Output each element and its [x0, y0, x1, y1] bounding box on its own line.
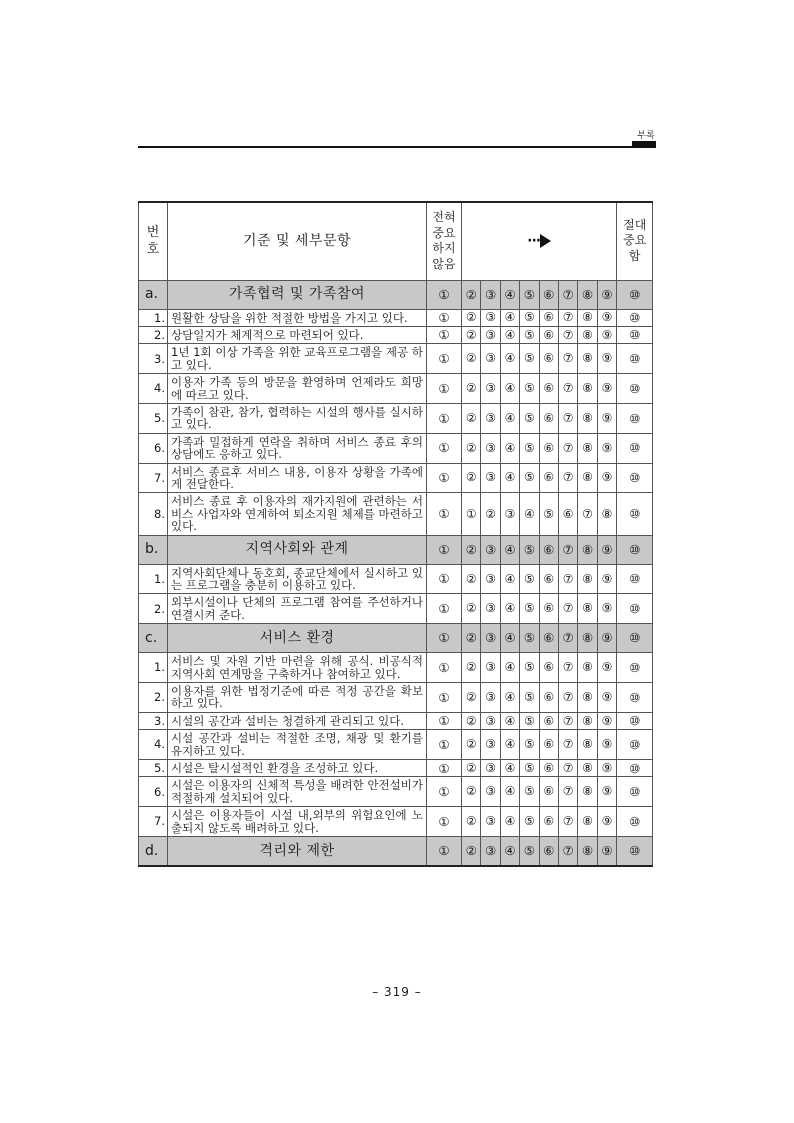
- score-option: ⑨: [597, 463, 616, 493]
- score-option: ⑥: [539, 463, 558, 493]
- section-score: ⑧: [578, 624, 597, 653]
- header-title: 기준 및 세부문항: [168, 202, 427, 280]
- item-text: 시설은 이용자들이 시설 내,외부의 위험요인에 노출되지 않도록 배려하고 있다.: [168, 807, 427, 837]
- section-score: ⑦: [558, 837, 577, 867]
- section-score: ②: [462, 280, 481, 309]
- section-score: ③: [481, 624, 500, 653]
- item-row: [139, 594, 653, 624]
- score-option: ①: [427, 653, 462, 683]
- score-option: ⑦: [558, 760, 577, 777]
- header-row: [139, 202, 653, 280]
- section-score: ⑨: [597, 280, 616, 309]
- score-option: ②: [462, 344, 481, 374]
- score-option: ⑤: [520, 433, 539, 463]
- score-option: ②: [462, 463, 481, 493]
- section-score: ⑥: [539, 624, 558, 653]
- score-option: ③: [500, 493, 519, 535]
- score-option: ⑩: [617, 344, 653, 374]
- score-option: ⑩: [617, 326, 653, 343]
- item-row: [139, 463, 653, 493]
- score-option: ⑥: [539, 309, 558, 326]
- item-text: 이용자 가족 등의 방문을 환영하며 언제라도 희망에 따르고 있다.: [168, 374, 427, 404]
- score-option: ④: [500, 594, 519, 624]
- score-option: ⑥: [539, 326, 558, 343]
- score-option: ③: [481, 326, 500, 343]
- score-option: ③: [481, 564, 500, 594]
- score-option: ①: [427, 463, 462, 493]
- item-number: 2.: [139, 683, 168, 713]
- score-option: ②: [462, 309, 481, 326]
- item-text: 서비스 및 자원 기반 마련을 위해 공식. 비공식적 지역사회 연계망을 구축하거나 참여하고 있다.: [168, 653, 427, 683]
- score-option: ⑧: [578, 309, 597, 326]
- header-low-text: 전혀중요하지않음: [432, 210, 456, 271]
- section-score: ①: [427, 624, 462, 653]
- score-option: ⑨: [597, 807, 616, 837]
- section-score: ③: [481, 280, 500, 309]
- item-row: [139, 403, 653, 433]
- score-option: ②: [462, 374, 481, 404]
- score-option: ⑤: [520, 712, 539, 729]
- score-option: ③: [481, 760, 500, 777]
- score-option: ④: [500, 730, 519, 760]
- score-option: ⑨: [597, 564, 616, 594]
- section-title: 격리와 제한: [168, 837, 427, 867]
- score-option: ⑧: [578, 712, 597, 729]
- score-option: ⑨: [597, 344, 616, 374]
- item-number: 6.: [139, 433, 168, 463]
- score-option: ③: [481, 653, 500, 683]
- section-score: ⑥: [539, 837, 558, 867]
- score-option: ⑩: [617, 777, 653, 807]
- section-row: [139, 624, 653, 653]
- item-text: 서비스 종료후 서비스 내용, 이용자 상황을 가족에게 전달한다.: [168, 463, 427, 493]
- score-option: ④: [500, 433, 519, 463]
- score-option: ⑦: [558, 730, 577, 760]
- item-number: 7.: [139, 463, 168, 493]
- header-high-text: 절대중요함: [623, 217, 647, 264]
- score-option: ⑩: [617, 309, 653, 326]
- section-score: ⑨: [597, 837, 616, 867]
- score-option: ③: [481, 807, 500, 837]
- score-option: ⑥: [539, 730, 558, 760]
- score-option: ⑤: [520, 594, 539, 624]
- score-option: ⑦: [558, 403, 577, 433]
- item-row: [139, 309, 653, 326]
- item-row: [139, 777, 653, 807]
- score-option: ②: [462, 712, 481, 729]
- score-option: ⑤: [520, 403, 539, 433]
- item-text: 지역사회단체나 동호회, 종교단체에서 실시하고 있는 프로그램을 충분히 이용하고 있다.: [168, 564, 427, 594]
- score-option: ③: [481, 777, 500, 807]
- score-option: ⑥: [558, 493, 577, 535]
- item-number: 5.: [139, 760, 168, 777]
- score-option: ⑦: [558, 433, 577, 463]
- item-row: [139, 493, 653, 535]
- score-option: ④: [500, 326, 519, 343]
- section-score: ⑦: [558, 535, 577, 564]
- score-option: ①: [427, 807, 462, 837]
- score-option: ①: [427, 344, 462, 374]
- score-option: ①: [427, 403, 462, 433]
- item-row: [139, 653, 653, 683]
- score-option: ⑧: [578, 777, 597, 807]
- item-number: 6.: [139, 777, 168, 807]
- score-option: ①: [427, 777, 462, 807]
- score-option: ①: [427, 683, 462, 713]
- score-option: ⑧: [578, 594, 597, 624]
- score-option: ①: [427, 564, 462, 594]
- item-row: [139, 344, 653, 374]
- score-option: ⑤: [520, 683, 539, 713]
- score-option: ⑧: [578, 564, 597, 594]
- score-option: ⑥: [539, 712, 558, 729]
- score-option: ①: [427, 712, 462, 729]
- score-option: ⑥: [539, 807, 558, 837]
- score-option: ⑦: [558, 683, 577, 713]
- item-number: 2.: [139, 594, 168, 624]
- item-number: 8.: [139, 493, 168, 535]
- item-text: 외부시설이나 단체의 프로그램 참여를 주선하거나 연결시켜 준다.: [168, 594, 427, 624]
- score-option: ②: [462, 403, 481, 433]
- score-option: ⑨: [597, 712, 616, 729]
- score-option: ⑦: [558, 777, 577, 807]
- item-text: 상담일지가 체계적으로 마련되어 있다.: [168, 326, 427, 343]
- section-score: ④: [500, 624, 519, 653]
- page-number: – 319 –: [372, 985, 422, 999]
- score-option: ⑤: [520, 777, 539, 807]
- section-letter: a.: [139, 280, 168, 309]
- score-option: ⑩: [617, 683, 653, 713]
- score-option: ⑩: [617, 433, 653, 463]
- score-option: ④: [500, 309, 519, 326]
- score-option: ⑧: [578, 433, 597, 463]
- score-option: ⑩: [617, 807, 653, 837]
- section-score: ⑧: [578, 535, 597, 564]
- score-option: ⑦: [558, 807, 577, 837]
- score-option: ②: [462, 653, 481, 683]
- header-high: [617, 202, 653, 280]
- evaluation-table: [138, 201, 653, 867]
- section-score: ⑩: [617, 280, 653, 309]
- section-score: ⑥: [539, 535, 558, 564]
- score-option: ⑧: [597, 493, 616, 535]
- item-number: 1.: [139, 309, 168, 326]
- score-option: ⑧: [578, 653, 597, 683]
- score-option: ③: [481, 730, 500, 760]
- section-score: ⑩: [617, 837, 653, 867]
- score-option: ⑥: [539, 683, 558, 713]
- right-arrow-icon: ···: [527, 234, 551, 249]
- score-option: ②: [462, 564, 481, 594]
- score-option: ⑦: [558, 712, 577, 729]
- score-option: ⑧: [578, 760, 597, 777]
- section-row: [139, 280, 653, 309]
- section-score: ①: [427, 837, 462, 867]
- score-option: ⑥: [539, 403, 558, 433]
- score-option: ③: [481, 374, 500, 404]
- score-option: ⑨: [597, 760, 616, 777]
- score-option: ⑤: [520, 564, 539, 594]
- item-row: [139, 564, 653, 594]
- score-option: ②: [481, 493, 500, 535]
- header-num-text: 번호: [146, 224, 160, 258]
- section-row: [139, 837, 653, 867]
- score-option: ⑩: [617, 594, 653, 624]
- item-number: 3.: [139, 344, 168, 374]
- item-number: 1.: [139, 653, 168, 683]
- section-score: ④: [500, 280, 519, 309]
- score-option: ⑩: [617, 403, 653, 433]
- score-option: ⑨: [597, 309, 616, 326]
- score-option: ⑤: [520, 730, 539, 760]
- score-option: ②: [462, 777, 481, 807]
- score-option: ⑨: [597, 594, 616, 624]
- section-score: ⑤: [520, 280, 539, 309]
- score-option: ⑦: [558, 463, 577, 493]
- section-score: ⑩: [617, 535, 653, 564]
- score-option: ⑥: [539, 653, 558, 683]
- score-option: ⑤: [520, 309, 539, 326]
- score-option: ①: [427, 433, 462, 463]
- score-option: ①: [427, 326, 462, 343]
- score-option: ②: [462, 594, 481, 624]
- score-option: ⑤: [520, 374, 539, 404]
- section-letter: b.: [139, 535, 168, 564]
- item-row: [139, 712, 653, 729]
- score-option: ②: [462, 326, 481, 343]
- section-title: 지역사회와 관계: [168, 535, 427, 564]
- item-text: 가족이 참관, 참가, 협력하는 시설의 행사를 실시하고 있다.: [168, 403, 427, 433]
- score-option: ③: [481, 433, 500, 463]
- item-row: [139, 433, 653, 463]
- item-text: 시설 공간과 설비는 적절한 조명, 채광 및 환기를 유지하고 있다.: [168, 730, 427, 760]
- score-option: ④: [500, 344, 519, 374]
- section-score: ⑧: [578, 837, 597, 867]
- score-option: ②: [462, 730, 481, 760]
- item-number: 7.: [139, 807, 168, 837]
- score-option: ⑦: [558, 374, 577, 404]
- section-row: [139, 535, 653, 564]
- section-score: ⑤: [520, 837, 539, 867]
- item-row: [139, 326, 653, 343]
- score-option: ④: [520, 493, 539, 535]
- score-option: ⑥: [539, 374, 558, 404]
- score-option: ⑨: [597, 653, 616, 683]
- table-body: [139, 202, 653, 866]
- item-number: 3.: [139, 712, 168, 729]
- item-number: 5.: [139, 403, 168, 433]
- section-letter: d.: [139, 837, 168, 867]
- score-option: ③: [481, 403, 500, 433]
- score-option: ③: [481, 344, 500, 374]
- score-option: ②: [462, 683, 481, 713]
- item-row: [139, 760, 653, 777]
- score-option: ⑩: [617, 712, 653, 729]
- section-score: ①: [427, 535, 462, 564]
- item-text: 시설은 이용자의 신체적 특성을 배려한 안전설비가 적절하게 설치되어 있다.: [168, 777, 427, 807]
- item-text: 1년 1회 이상 가족을 위한 교육프로그램을 제공 하고 있다.: [168, 344, 427, 374]
- header-rule: [138, 146, 656, 148]
- score-option: ②: [462, 760, 481, 777]
- score-option: ⑩: [617, 374, 653, 404]
- item-number: 2.: [139, 326, 168, 343]
- score-option: ④: [500, 807, 519, 837]
- score-option: ⑨: [597, 374, 616, 404]
- score-option: ⑧: [578, 344, 597, 374]
- score-option: ⑧: [578, 463, 597, 493]
- score-option: ⑩: [617, 463, 653, 493]
- score-option: ⑨: [597, 777, 616, 807]
- score-option: ⑩: [617, 653, 653, 683]
- score-option: ⑦: [558, 564, 577, 594]
- item-row: [139, 807, 653, 837]
- item-text: 가족과 밀접하게 연락을 취하며 서비스 종료 후의 상담에도 응하고 있다.: [168, 433, 427, 463]
- score-option: ④: [500, 683, 519, 713]
- score-option: ①: [427, 730, 462, 760]
- score-option: ⑦: [558, 653, 577, 683]
- score-option: ④: [500, 760, 519, 777]
- section-score: ⑤: [520, 624, 539, 653]
- item-text: 시설은 탈시설적인 환경을 조성하고 있다.: [168, 760, 427, 777]
- score-option: ③: [481, 683, 500, 713]
- score-option: ⑨: [597, 683, 616, 713]
- score-option: ⑥: [539, 777, 558, 807]
- score-option: ⑦: [558, 309, 577, 326]
- score-option: ⑩: [617, 760, 653, 777]
- score-option: ④: [500, 777, 519, 807]
- section-score: ④: [500, 535, 519, 564]
- score-option: ⑩: [617, 564, 653, 594]
- section-score: ②: [462, 624, 481, 653]
- section-score: ⑦: [558, 624, 577, 653]
- item-number: 4.: [139, 730, 168, 760]
- score-option: ⑧: [578, 403, 597, 433]
- item-row: [139, 683, 653, 713]
- section-score: ③: [481, 535, 500, 564]
- score-option: ⑨: [597, 403, 616, 433]
- score-option: ⑧: [578, 807, 597, 837]
- score-option: ③: [481, 463, 500, 493]
- score-option: ⑧: [578, 374, 597, 404]
- score-option: ⑨: [597, 326, 616, 343]
- section-score: ⑤: [520, 535, 539, 564]
- score-option: ⑥: [539, 564, 558, 594]
- score-option: ⑤: [520, 463, 539, 493]
- score-option: ⑤: [520, 760, 539, 777]
- score-option: ⑥: [539, 344, 558, 374]
- header-arrow: [462, 202, 617, 280]
- score-option: ④: [500, 403, 519, 433]
- section-score: ②: [462, 535, 481, 564]
- section-letter: c.: [139, 624, 168, 653]
- score-option: ④: [500, 374, 519, 404]
- score-option: ④: [500, 564, 519, 594]
- score-option: ⑥: [539, 594, 558, 624]
- score-option: ①: [427, 493, 462, 535]
- score-option: ⑤: [539, 493, 558, 535]
- item-text: 시설의 공간과 설비는 청결하게 관리되고 있다.: [168, 712, 427, 729]
- score-option: ⑤: [520, 653, 539, 683]
- section-title: 서비스 환경: [168, 624, 427, 653]
- score-option: ⑤: [520, 344, 539, 374]
- score-option: ⑩: [617, 730, 653, 760]
- score-option: ⑥: [539, 433, 558, 463]
- item-text: 원활한 상담을 위한 적절한 방법을 가지고 있다.: [168, 309, 427, 326]
- score-option: ①: [427, 309, 462, 326]
- item-row: [139, 374, 653, 404]
- score-option: ⑤: [520, 807, 539, 837]
- score-option: ⑧: [578, 730, 597, 760]
- score-option: ①: [427, 760, 462, 777]
- section-score: ③: [481, 837, 500, 867]
- score-option: ⑦: [558, 326, 577, 343]
- item-text: 서비스 종료 후 이용자의 재가지원에 관련하는 서비스 사업자와 연계하여 퇴소지원 체제를 마련하고 있다.: [168, 493, 427, 535]
- score-option: ①: [427, 374, 462, 404]
- item-text: 이용자를 위한 법정기준에 따른 적정 공간을 확보하고 있다.: [168, 683, 427, 713]
- section-score: ⑨: [597, 624, 616, 653]
- section-score: ⑩: [617, 624, 653, 653]
- score-option: ③: [481, 309, 500, 326]
- header-num: [139, 202, 168, 280]
- score-option: ③: [481, 594, 500, 624]
- section-score: ⑥: [539, 280, 558, 309]
- item-row: [139, 730, 653, 760]
- score-option: ④: [500, 712, 519, 729]
- score-option: ①: [462, 493, 481, 535]
- score-option: ⑧: [578, 683, 597, 713]
- score-option: ⑤: [520, 326, 539, 343]
- score-option: ⑧: [578, 326, 597, 343]
- section-title: 가족협력 및 가족참여: [168, 280, 427, 309]
- section-score: ⑨: [597, 535, 616, 564]
- section-score: ④: [500, 837, 519, 867]
- score-option: ②: [462, 433, 481, 463]
- item-number: 1.: [139, 564, 168, 594]
- section-score: ⑦: [558, 280, 577, 309]
- section-score: ①: [427, 280, 462, 309]
- section-score: ②: [462, 837, 481, 867]
- score-option: ②: [462, 807, 481, 837]
- score-option: ⑨: [597, 433, 616, 463]
- score-option: ⑦: [578, 493, 597, 535]
- section-score: ⑧: [578, 280, 597, 309]
- item-number: 4.: [139, 374, 168, 404]
- score-option: ④: [500, 653, 519, 683]
- score-option: ⑩: [617, 493, 653, 535]
- score-option: ③: [481, 712, 500, 729]
- score-option: ①: [427, 594, 462, 624]
- appendix-header-label: 부록: [637, 131, 655, 141]
- header-low: [427, 202, 462, 280]
- score-option: ⑦: [558, 344, 577, 374]
- score-option: ⑨: [597, 730, 616, 760]
- score-option: ⑦: [558, 594, 577, 624]
- score-option: ⑥: [539, 760, 558, 777]
- score-option: ④: [500, 463, 519, 493]
